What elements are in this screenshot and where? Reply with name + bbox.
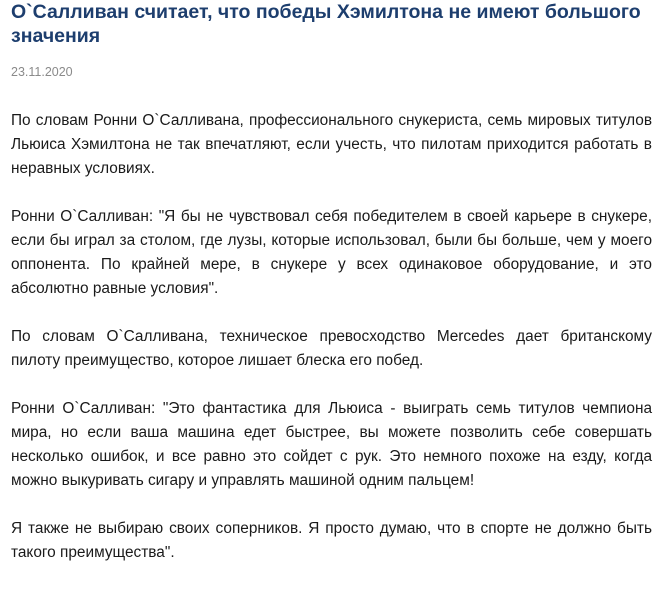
article <box>11 0 652 589</box>
article-paragraph: По словам Ронни О`Салливана, профессионального снукериста, семь мировых титулов Льюиса Хэмилтона не так впечатляют, если учесть, что пилотам приходится работать в неравных условиях. <box>11 112 652 177</box>
article-paragraph: Я также не выбираю своих соперников. Я просто думаю, что в спорте не должно быть такого преимущества". <box>11 520 652 561</box>
article-paragraph: Ронни О`Салливан: "Я бы не чувствовал себя победителем в своей карьере в снукере, если бы играл за столом, где лузы, которые использовал, были бы больше, чем у моего оппонента. По крайней мере, в снукере у всех одинаковое оборудование, и это абсолютно равные условия". <box>11 208 652 297</box>
article-paragraph: По словам О`Салливана, техническое превосходство Mercedes дает британскому пилоту преимущество, которое лишает блеска его побед. <box>11 328 652 369</box>
article-title: О`Салливан считает, что победы Хэмилтона не имеют большого значения <box>11 1 641 47</box>
article-paragraph: Ронни О`Салливан: "Это фантастика для Льюиса - выиграть семь титулов чемпиона мира, но если ваша машина едет быстрее, вы можете позволить себе совершать несколько ошибок, и все равно это сойдет с рук. Это немного похоже на езду, когда можно выкуривать сигару и управлять машиной одним пальцем! <box>11 400 652 489</box>
article-body <box>11 109 652 565</box>
publish-date: 23.11.2020 <box>11 65 73 79</box>
